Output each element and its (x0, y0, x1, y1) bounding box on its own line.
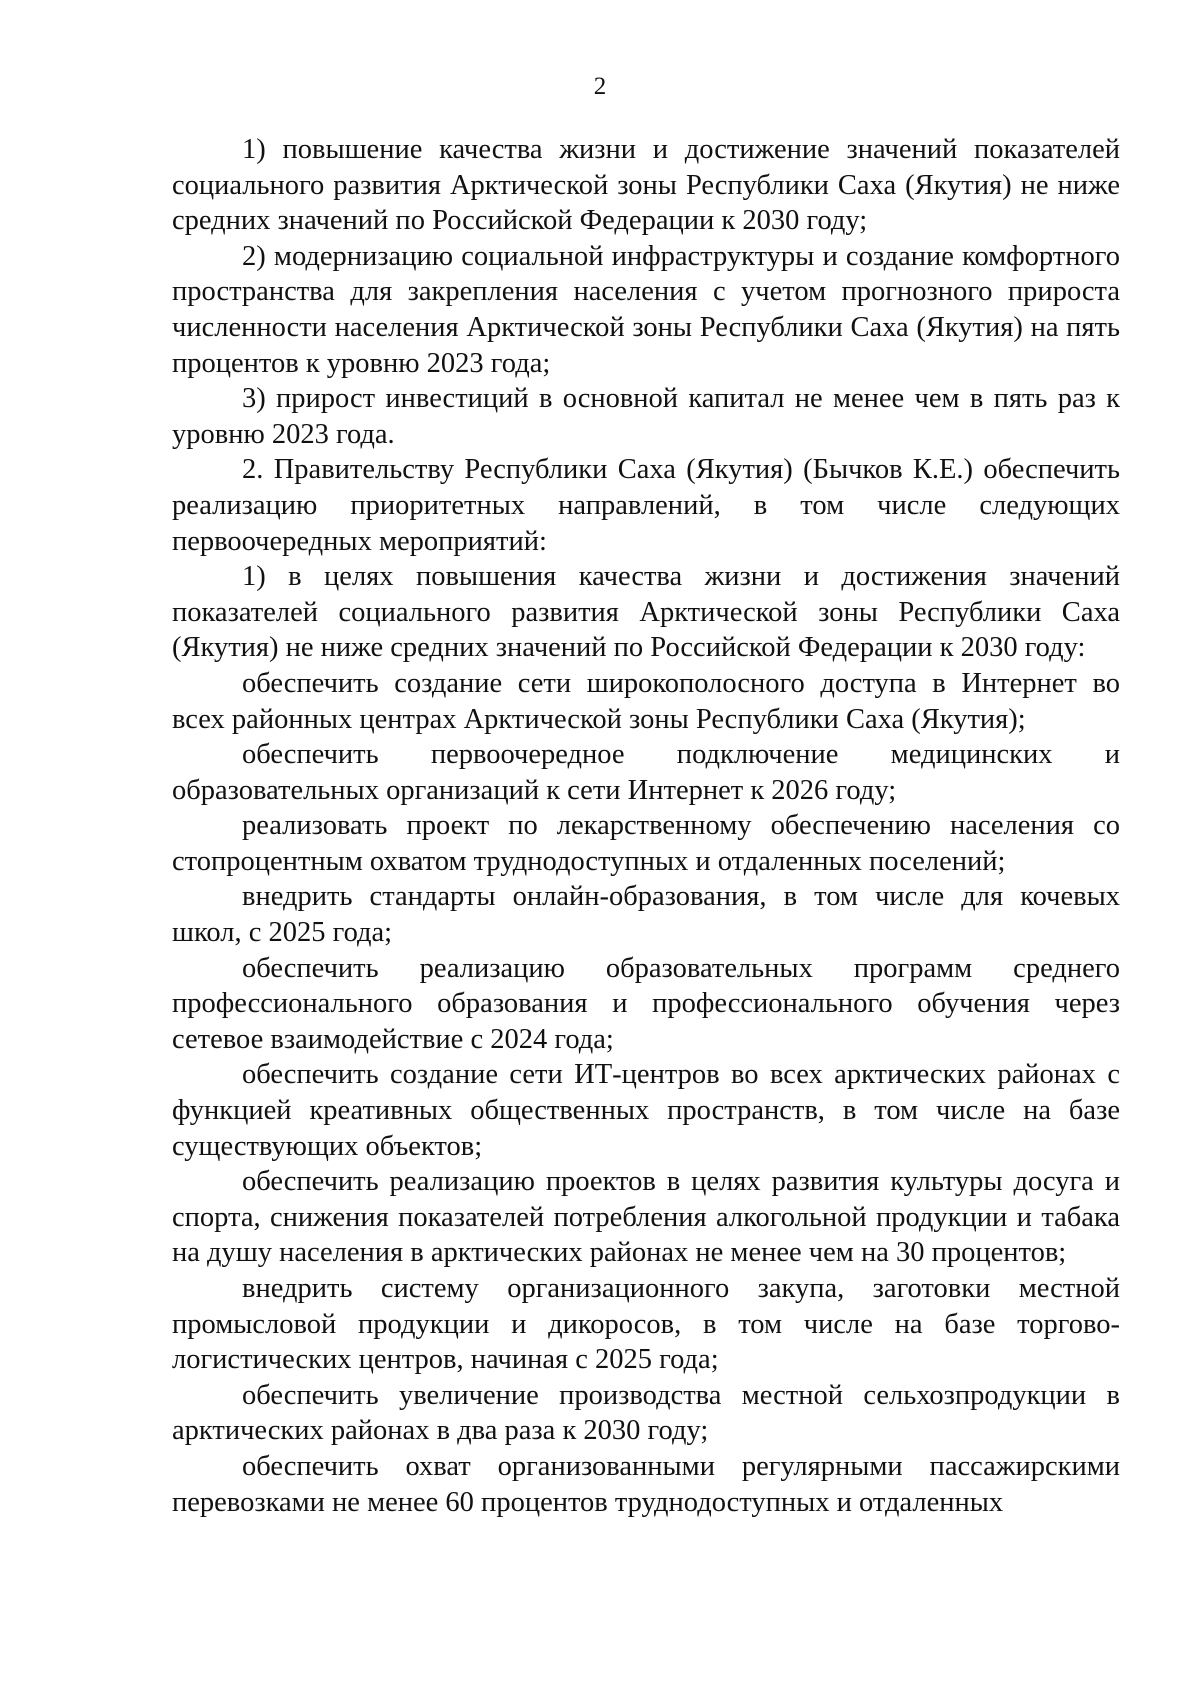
list-item-it-centers: обеспечить создание сети ИТ-центров во всех арктических районах с функцией креативных общественных пространств, в том числе на базе существующих объектов; (172, 1059, 1120, 1162)
list-item-agriculture: обеспечить увеличение производства местной сельхозпродукции в арктических районах в два раза к 2030 году; (172, 1379, 1120, 1447)
paragraph-1-3: 3) прирост инвестиций в основной капитал не менее чем в пять раз к уровню 2023 года. (172, 383, 1120, 450)
list-item-vocational-programs: обеспечить реализацию образовательных программ среднего профессионального образования и профессионального обучения через сетевое взаимодействие с 2024 года; (172, 952, 1120, 1055)
list-item-procurement: внедрить систему организационного закупа, заготовки местной промысловой продукции и дикоросов, в том числе на базе торгово-логистических центров, начиная с 2025 года; (172, 1273, 1120, 1376)
list-item-online-education: внедрить стандарты онлайн-образования, в том числе для кочевых школ, с 2025 года; (172, 881, 1120, 949)
list-item-culture-sport: обеспечить реализацию проектов в целях развития культуры досуга и спорта, снижения показателей потребления алкогольной продукции и табака на душу населения в арктических районах не менее чем на 30 процентов; (172, 1166, 1120, 1269)
list-item-broadband: обеспечить создание сети широкополосного доступа в Интернет во всех районных центрах Арктической зоны Республики Саха (Якутия); (172, 667, 1120, 735)
list-item-transport: обеспечить охват организованными регулярными пассажирскими перевозками не менее 60 процентов труднодоступных и отдаленных (172, 1450, 1120, 1518)
paragraph-2-1: 1) в целях повышения качества жизни и достижения значений показателей социального развития Арктической зоны Республики Саха (Якутия) не ниже средних значений по Российской Федерации к 2030 году: (172, 561, 1120, 664)
paragraph-1-1: 1) повышение качества жизни и достижение значений показателей социального развития Арктической зоны Республики Саха (Якутия) не ниже средних значений по Российской Федерации к 2030 году; (172, 134, 1120, 237)
document-body (172, 132, 1120, 1520)
list-item-medicine-supply: реализовать проект по лекарственному обеспечению населения со стопроцентным охватом труднодоступных и отдаленных поселений; (172, 810, 1120, 877)
paragraph-1-2: 2) модернизацию социальной инфраструктуры и создание комфортного пространства для закрепления населения с учетом прогнозного прироста численности населения Арктической зоны Республики Саха (Якутия) на пять процентов к уровню 2023 года; (172, 240, 1120, 379)
list-item-internet-connection: обеспечить первоочередное подключение медицинских и образовательных организаций к сети Интернет к 2026 году; (172, 739, 1120, 806)
page-number: 2 (593, 73, 607, 100)
paragraph-2-intro: 2. Правительству Республики Саха (Якутия) (Бычков К.Е.) обеспечить реализацию приоритетных направлений, в том числе следующих первоочередных мероприятий: (172, 454, 1120, 557)
